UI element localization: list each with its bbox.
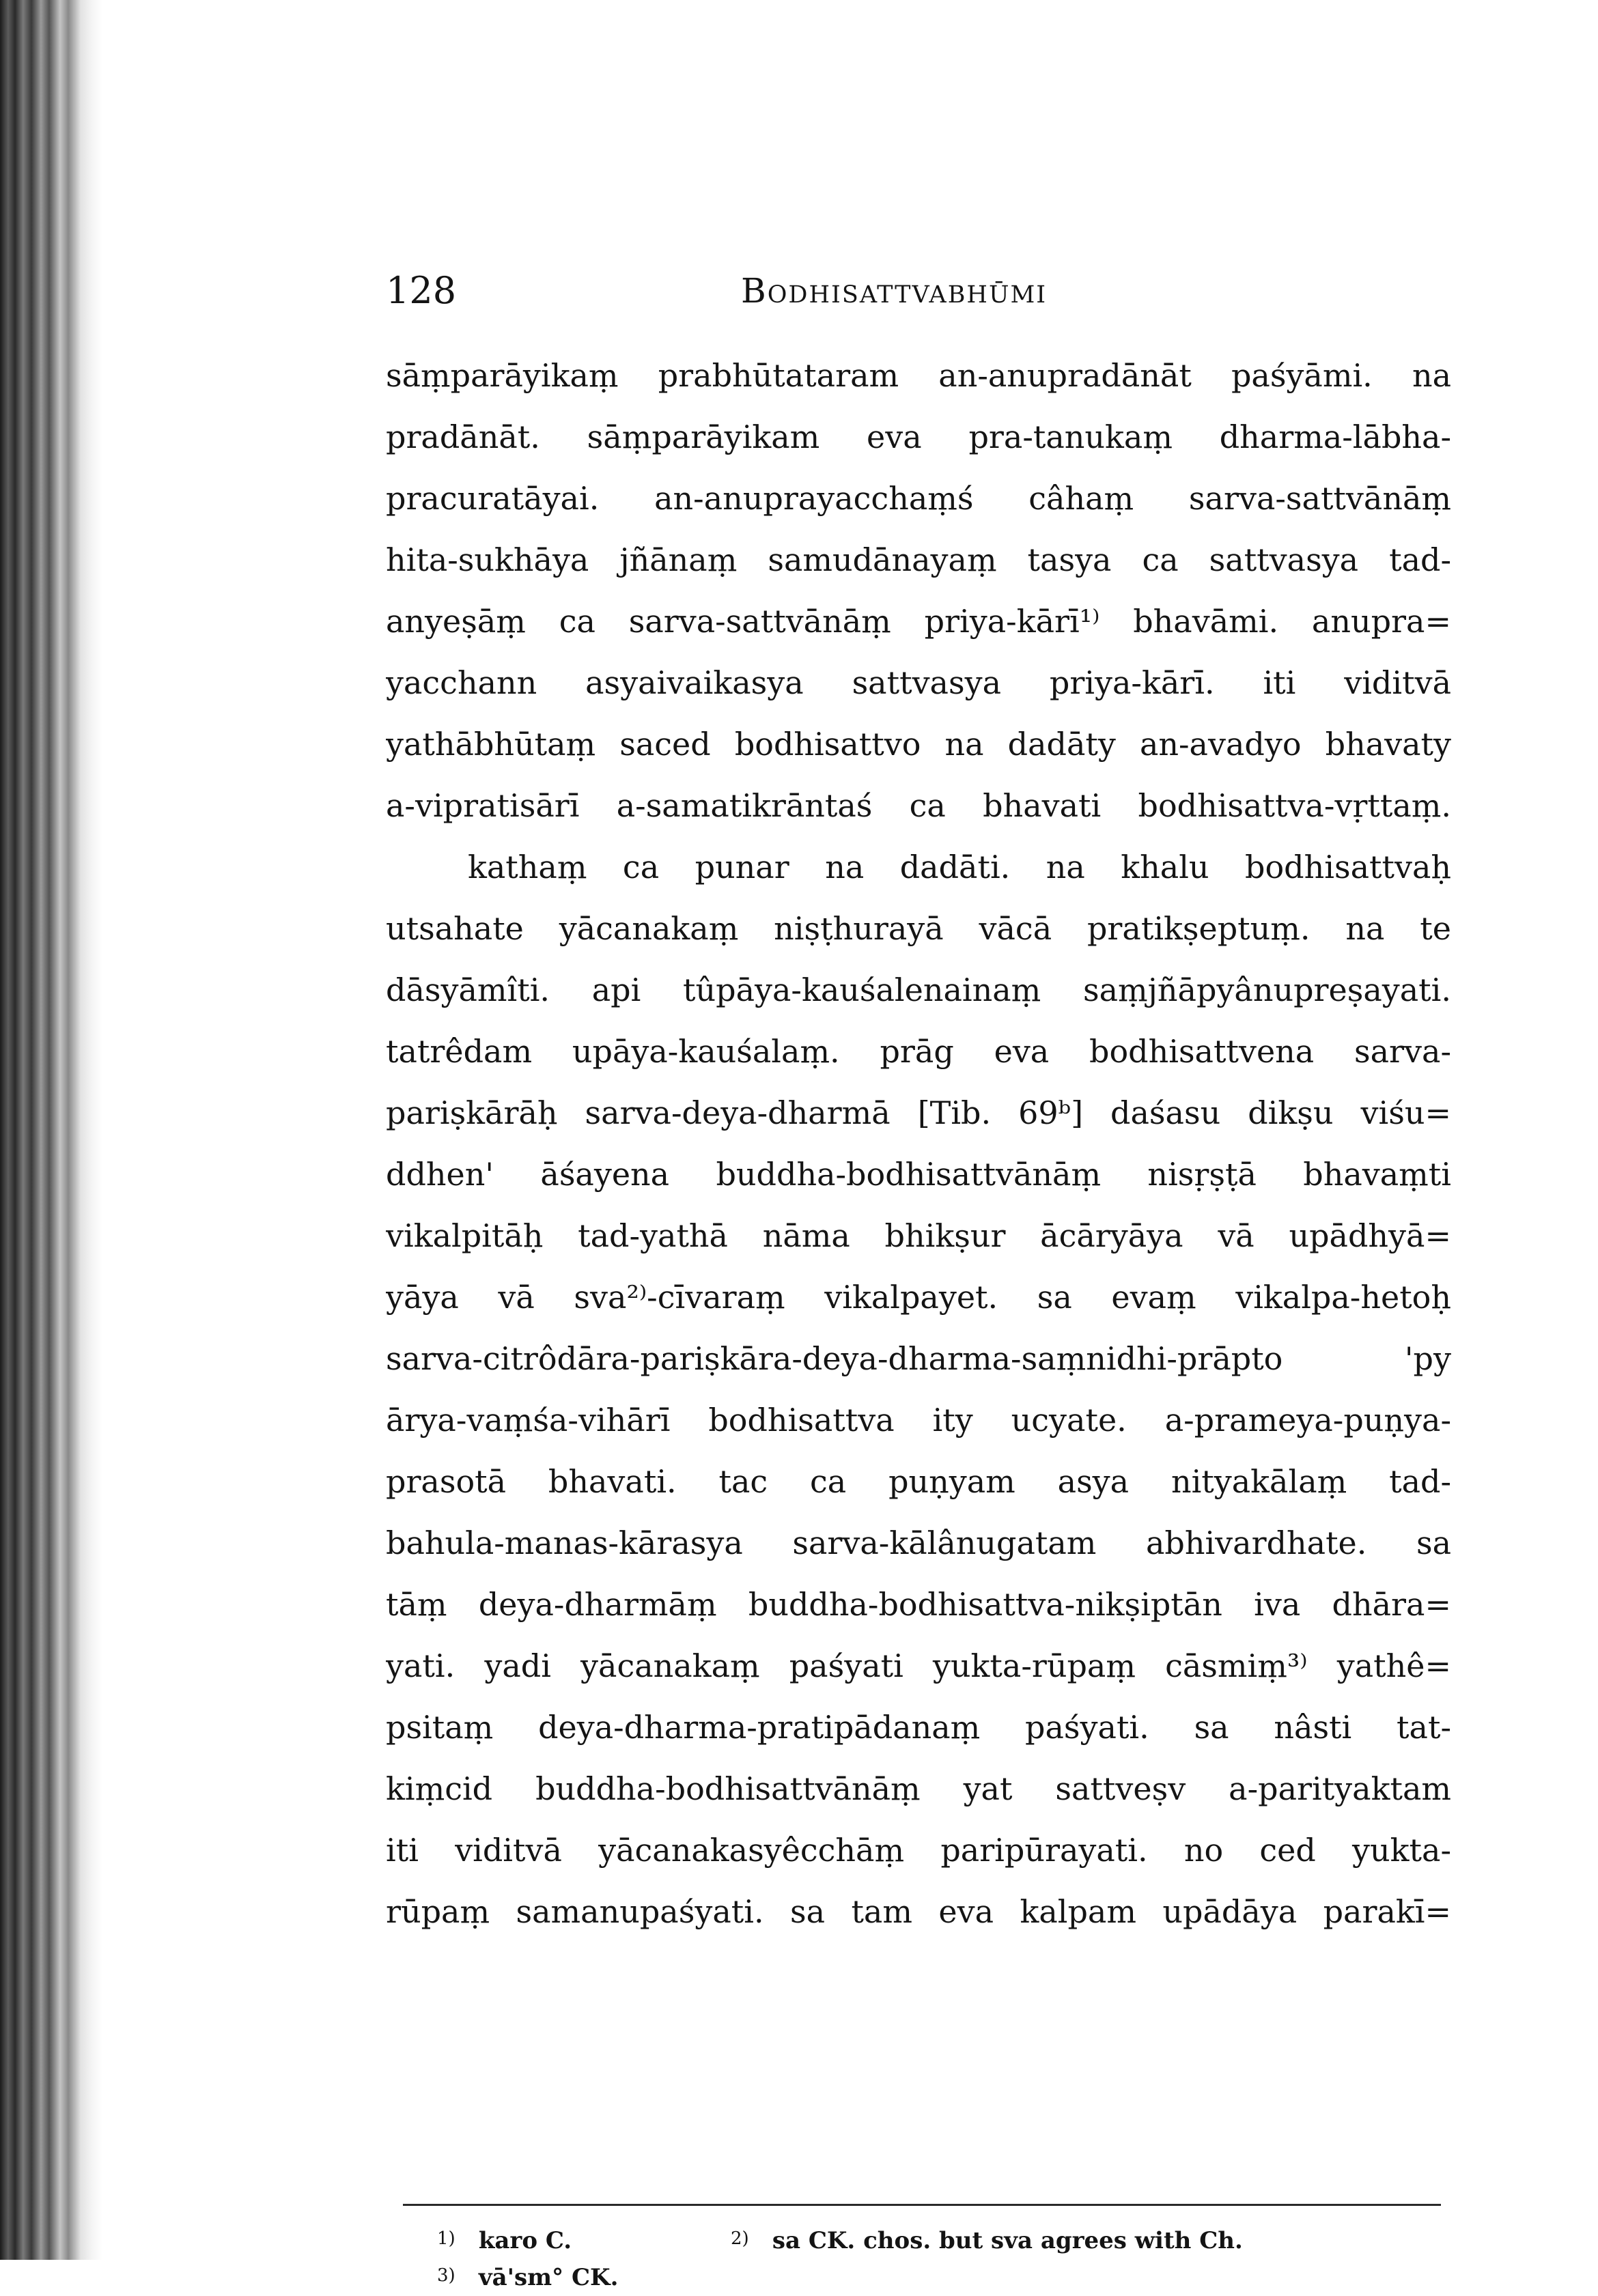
text-line: utsahate yācanakaṃ niṣṭhurayā vācā pratikṣeptuṃ. na te [386, 910, 1451, 947]
footnote-marker: 3) [437, 2265, 455, 2286]
page-number: 128 [386, 269, 457, 312]
text-line: iti viditvā yācanakasyêcchāṃ paripūrayati. no ced yukta- [386, 1832, 1451, 1869]
footnotes [437, 2220, 1427, 2294]
text-line: yathābhūtaṃ saced bodhisattvo na dadāty an-avadyo bhavaty [386, 726, 1451, 763]
page-header [386, 258, 1455, 324]
footnote-1 [437, 2227, 572, 2254]
text-line: sarva-citrôdāra-pariṣkāra-deya-dharma-saṃnidhi-prāpto 'py [386, 1340, 1451, 1377]
text-line: ddhen' āśayena buddha-bodhisattvānāṃ nisṛṣṭā bhavaṃti [386, 1156, 1451, 1193]
footnote-row [437, 2257, 1427, 2294]
text-line: yacchann asyaivaikasya sattvasya priya-kārī. iti viditvā [386, 664, 1451, 701]
text-line: pariṣkārāḥ sarva-deya-dharmā [Tib. 69ᵇ] daśasu dikṣu viśu= [386, 1094, 1451, 1131]
footnote-text: sa CK. chos. but sva agrees with Ch. [772, 2227, 1243, 2254]
text-line: pracuratāyai. an-anuprayacchaṃś câhaṃ sarva-sattvānāṃ [386, 480, 1451, 517]
footnote-3 [437, 2264, 618, 2291]
text-line: vikalpitāḥ tad-yathā nāma bhikṣur ācāryāya vā upādhyā= [386, 1217, 1451, 1254]
running-head: Bodhisattvabhūmi [741, 271, 1048, 311]
text-line: tāṃ deya-dharmāṃ buddha-bodhisattva-nikṣiptān iva dhāra= [386, 1586, 1451, 1623]
text-line: rūpaṃ samanupaśyati. sa tam eva kalpam upādāya parakī= [386, 1893, 1451, 1930]
footnote-2 [731, 2220, 1243, 2259]
text-line: anyeṣāṃ ca sarva-sattvānāṃ priya-kārī¹⁾ bhavāmi. anupra= [386, 603, 1451, 640]
footnote-text: vā'sm° CK. [478, 2264, 619, 2291]
text-line: hita-sukhāya jñānaṃ samudānayaṃ tasya ca sattvasya tad- [386, 541, 1451, 578]
text-line: a-vipratisārī a-samatikrāntaś ca bhavati bodhisattva-vṛttaṃ. [386, 787, 1451, 824]
text-line: yāya vā sva²⁾-cīvaraṃ vikalpayet. sa evaṃ vikalpa-hetoḥ [386, 1279, 1451, 1316]
footnote-marker: 2) [731, 2228, 749, 2249]
text-line: sāṃparāyikaṃ prabhūtataram an-anupradānāt paśyāmi. na [386, 357, 1451, 394]
text-line: ārya-vaṃśa-vihārī bodhisattva ity ucyate. a-prameya-puṇya- [386, 1402, 1451, 1438]
main-text [386, 345, 1451, 1942]
footnote-row [437, 2220, 1427, 2257]
text-line: bahula-manas-kārasya sarva-kālânugatam abhivardhate. sa [386, 1525, 1451, 1561]
text-line: kiṃcid buddha-bodhisattvānāṃ yat sattveṣv a-parityaktam [386, 1770, 1451, 1807]
paragraph-start-line: kathaṃ ca punar na dadāti. na khalu bodhisattvaḥ [468, 849, 1451, 885]
text-line: dāsyāmîti. api tûpāya-kauśalenainaṃ saṃjñāpyânupreṣayati. [386, 972, 1451, 1008]
footnote-divider [403, 2204, 1441, 2206]
book-binding-edge [0, 0, 102, 2260]
text-line: prasotā bhavati. tac ca puṇyam asya nityakālaṃ tad- [386, 1463, 1451, 1500]
footnote-marker: 1) [437, 2228, 455, 2249]
text-line: psitaṃ deya-dharma-pratipādanaṃ paśyati. sa nâsti tat- [386, 1709, 1451, 1746]
footnote-text: karo C. [478, 2227, 572, 2254]
text-line: yati. yadi yācanakaṃ paśyati yukta-rūpaṃ cāsmiṃ³⁾ yathê= [386, 1647, 1451, 1684]
text-line: pradānāt. sāṃparāyikam eva pra-tanukaṃ dharma-lābha- [386, 419, 1451, 455]
text-line: tatrêdam upāya-kauśalaṃ. prāg eva bodhisattvena sarva- [386, 1033, 1451, 1070]
